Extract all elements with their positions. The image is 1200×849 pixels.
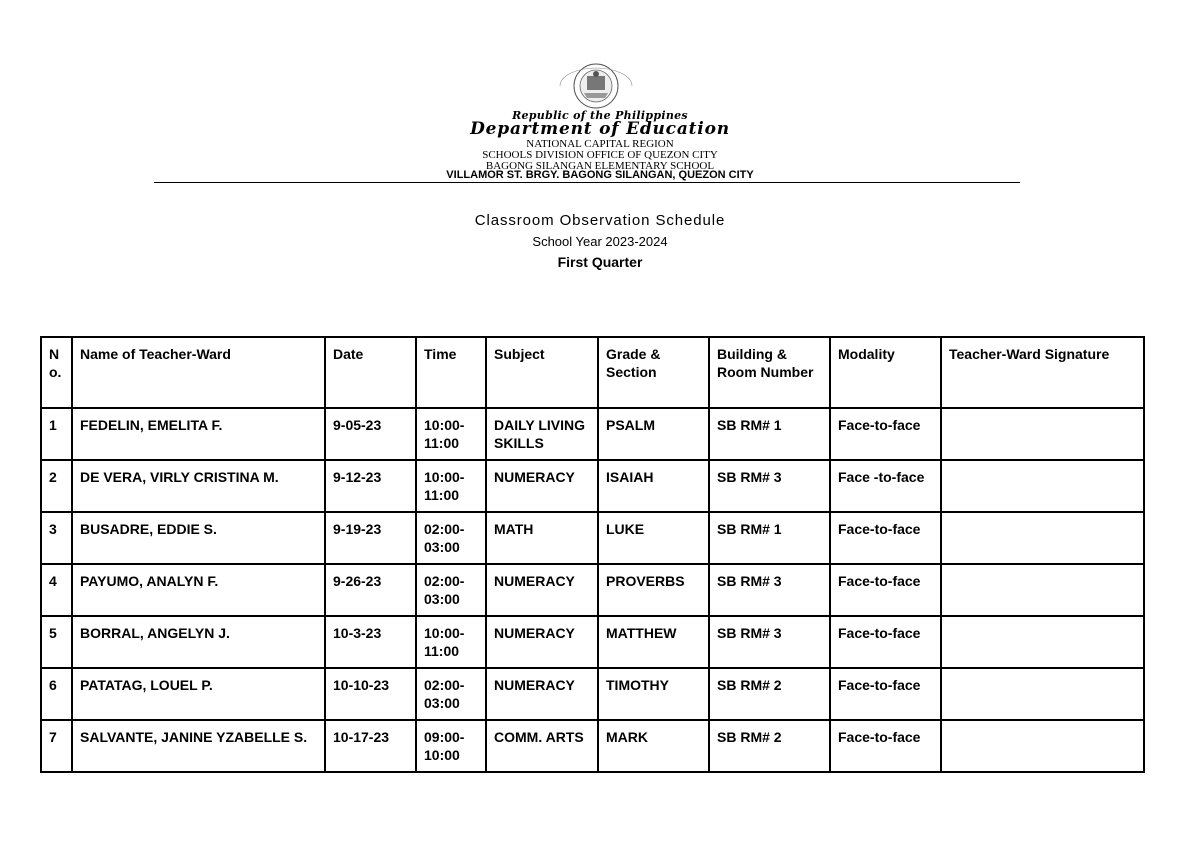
cell-no: 2 xyxy=(41,460,72,512)
cell-no: 5 xyxy=(41,616,72,668)
cell-signature[interactable] xyxy=(941,564,1144,616)
school-line: BAGONG SILANGAN ELEMENTARY SCHOOL xyxy=(485,160,715,172)
cell-room: SB RM# 3 xyxy=(709,460,830,512)
cell-time: 10:00-11:00 xyxy=(416,408,486,460)
table-row xyxy=(41,616,1144,668)
cell-date: 9-05-23 xyxy=(325,408,416,460)
cell-signature[interactable] xyxy=(941,720,1144,772)
table-header-row xyxy=(41,337,1144,408)
cell-signature[interactable] xyxy=(941,616,1144,668)
republic-line: Republic of the Philippines xyxy=(512,109,688,122)
cell-section: MATTHEW xyxy=(598,616,709,668)
cell-modality: Face-to-face xyxy=(830,512,941,564)
cell-section: LUKE xyxy=(598,512,709,564)
cell-time: 02:00-03:00 xyxy=(416,564,486,616)
cell-signature[interactable] xyxy=(941,408,1144,460)
cell-date: 9-19-23 xyxy=(325,512,416,564)
cell-no: 4 xyxy=(41,564,72,616)
cell-room: SB RM# 1 xyxy=(709,408,830,460)
cell-subject: NUMERACY xyxy=(486,460,598,512)
header-signature: Teacher-Ward Signature xyxy=(941,337,1144,408)
cell-date: 10-17-23 xyxy=(325,720,416,772)
cell-modality: Face-to-face xyxy=(830,564,941,616)
cell-name: DE VERA, VIRLY CRISTINA M. xyxy=(72,460,325,512)
table-row xyxy=(41,460,1144,512)
header-date: Date xyxy=(325,337,416,408)
cell-subject: NUMERACY xyxy=(486,616,598,668)
cell-name: FEDELIN, EMELITA F. xyxy=(72,408,325,460)
division-line: SCHOOLS DIVISION OFFICE OF QUEZON CITY xyxy=(482,149,718,161)
letterhead-divider xyxy=(154,182,1020,183)
cell-date: 9-12-23 xyxy=(325,460,416,512)
cell-signature[interactable] xyxy=(941,512,1144,564)
quarter-label: First Quarter xyxy=(557,254,643,270)
cell-date: 10-10-23 xyxy=(325,668,416,720)
cell-section: ISAIAH xyxy=(598,460,709,512)
cell-time: 10:00-11:00 xyxy=(416,460,486,512)
cell-name: BUSADRE, EDDIE S. xyxy=(72,512,325,564)
cell-time: 10:00-11:00 xyxy=(416,616,486,668)
cell-name: SALVANTE, JANINE YZABELLE S. xyxy=(72,720,325,772)
cell-subject: NUMERACY xyxy=(486,668,598,720)
cell-subject: COMM. ARTS xyxy=(486,720,598,772)
table-row xyxy=(41,564,1144,616)
cell-room: SB RM# 1 xyxy=(709,512,830,564)
cell-room: SB RM# 3 xyxy=(709,616,830,668)
cell-modality: Face-to-face xyxy=(830,720,941,772)
cell-signature[interactable] xyxy=(941,460,1144,512)
school-year: School Year 2023-2024 xyxy=(532,234,668,249)
table-row xyxy=(41,512,1144,564)
cell-modality: Face-to-face xyxy=(830,408,941,460)
cell-modality: Face-to-face xyxy=(830,616,941,668)
cell-no: 1 xyxy=(41,408,72,460)
cell-time: 02:00-03:00 xyxy=(416,512,486,564)
cell-name: PATATAG, LOUEL P. xyxy=(72,668,325,720)
cell-no: 3 xyxy=(41,512,72,564)
cell-date: 10-3-23 xyxy=(325,616,416,668)
table-row xyxy=(41,668,1144,720)
header-time: Time xyxy=(416,337,486,408)
header-no: N o. xyxy=(41,337,72,408)
department-name: Department of Education xyxy=(470,119,730,139)
cell-time: 02:00-03:00 xyxy=(416,668,486,720)
cell-no: 6 xyxy=(41,668,72,720)
table-row xyxy=(41,408,1144,460)
cell-section: PROVERBS xyxy=(598,564,709,616)
region-line: NATIONAL CAPITAL REGION xyxy=(526,138,674,150)
header-room: Building & Room Number xyxy=(709,337,830,408)
observation-schedule-table xyxy=(40,336,1145,773)
deped-seal-icon xyxy=(547,62,645,110)
cell-signature[interactable] xyxy=(941,668,1144,720)
cell-section: MARK xyxy=(598,720,709,772)
cell-section: PSALM xyxy=(598,408,709,460)
cell-subject: MATH xyxy=(486,512,598,564)
cell-room: SB RM# 3 xyxy=(709,564,830,616)
cell-name: PAYUMO, ANALYN F. xyxy=(72,564,325,616)
address-line: VILLAMOR ST. BRGY. BAGONG SILANGAN, QUEZON CITY xyxy=(446,169,754,181)
cell-room: SB RM# 2 xyxy=(709,720,830,772)
header-subject: Subject xyxy=(486,337,598,408)
cell-time: 09:00-10:00 xyxy=(416,720,486,772)
cell-subject: NUMERACY xyxy=(486,564,598,616)
cell-date: 9-26-23 xyxy=(325,564,416,616)
cell-subject: DAILY LIVING SKILLS xyxy=(486,408,598,460)
cell-modality: Face -to-face xyxy=(830,460,941,512)
cell-section: TIMOTHY xyxy=(598,668,709,720)
cell-room: SB RM# 2 xyxy=(709,668,830,720)
cell-no: 7 xyxy=(41,720,72,772)
header-modality: Modality xyxy=(830,337,941,408)
header-grade-section: Grade & Section xyxy=(598,337,709,408)
cell-modality: Face-to-face xyxy=(830,668,941,720)
table-row xyxy=(41,720,1144,772)
cell-name: BORRAL, ANGELYN J. xyxy=(72,616,325,668)
header-name: Name of Teacher-Ward xyxy=(72,337,325,408)
document-title: Classroom Observation Schedule xyxy=(474,212,726,229)
